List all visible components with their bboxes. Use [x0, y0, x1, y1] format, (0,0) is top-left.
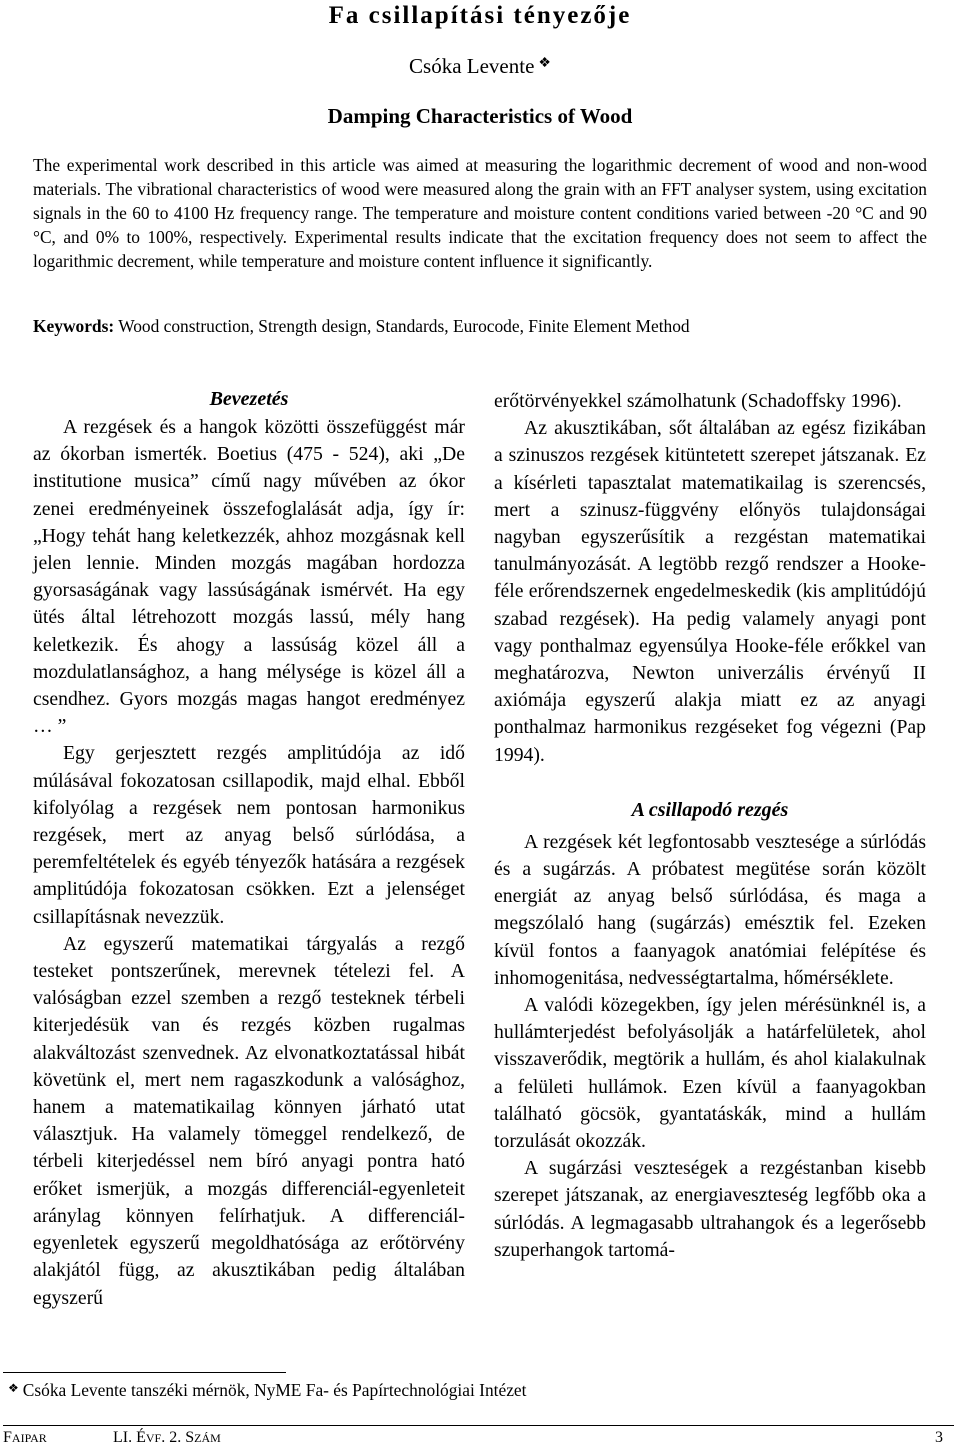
paragraph: A rezgések és a hangok közötti összefüggést már az ókorban ismerték. Boetius (475 - 524), aki „De institutione musica” című nagy művében az ókor zenei eredményeinek összefoglalását adja, így ír: „Hogy tehát hang keletkezzék, ahhoz mozgásnak kell jelen lennie. Minden mozgás magában hordozza gyorsaságának vagy lassúságának ismérvét. Ha egy ütés által létrehozott mozgás lassú, mély hang keletkezik. És ahogy a lassúság közel áll a mozdulatlansághoz, a hang mélysége is közel áll a csendhez. Gyors mozgás magas hangot eredményez … ”: [33, 416, 465, 738]
author-name: Csóka Levente: [409, 54, 535, 78]
keywords-text: Wood construction, Strength design, Standards, Eurocode, Finite Element Method: [114, 316, 690, 336]
english-title: Damping Characteristics of Wood: [327, 104, 633, 128]
footnote-text: Csóka Levente tanszéki mérnök, NyME Fa- és Papírtechnológiai Intézet: [22, 1380, 527, 1400]
keywords-label: Keywords:: [33, 316, 115, 336]
left-column: [33, 384, 465, 1312]
footnote: [8, 1377, 526, 1401]
page-footer: [3, 1429, 943, 1447]
paragraph: A rezgések két legfontosabb vesztesége a súrlódás és a sugárzás. A próbatest megütése során közölt energiát az anyag belső súrlódása, és maga a megszólaló hang (sugárzás) emésztik fel. Ezeken kívül fontos a faanyagok anatómiai felépítése és inhomogenitása, nedvességtartalma, hőmérséklete.: [494, 830, 926, 989]
paragraph: A valódi közegekben, így jelen mérésünknél is, a hullámterjedést befolyásolják a határfelületek, ahol visszaverődik, megtörik a hullám, és ahol kialakulnak a felületi hullámok. Ezen kívül a faanyagokban található göcsök, gyantatáskák, mind a hullám torzulását okozzák.: [494, 994, 926, 1153]
paragraph: A sugárzási veszteségek a rezgéstanban kisebb szerepet játszanak, az energiaveszteség legfőbb oka a súrlódás. A legmagasabb ultrahangok és a legerősebb szuperhangok tartomá-: [494, 1157, 926, 1261]
paragraph: Az akusztikában, sőt általában az egész fizikában a szinuszos rezgések kitüntetett szerepet játszanak. Ez a kísérleti tapasztalat matematikailag is szerencsés, mert a szinusz-függvény előnyös tulajdonságai nagyban egyszerűsítik a rezgéstan matematikai tanulmányozását. A legtöbb rezgő rendszer a Hooke-féle erőrendszernek engedelmeskedik (kis amplitúdójú szabad rezgések). Ha pedig valamely anyagi pont vagy ponthalmaz egyensúlya Hooke-féle erőkkel van meghatározva, Newton univerzális érvényű II axiómája egyszerű alakja miatt ez az anyagi ponthalmaz harmonikus rezgéseket fog végezni (Pap 1994).: [494, 417, 926, 766]
keywords: [33, 314, 927, 338]
section-heading-damping: A csillapodó rezgés: [631, 798, 789, 821]
volume-info: LI. ÉVF. 2. SZÁM: [113, 1429, 221, 1446]
paragraph-continuation: erőtörvényekkel számolhatunk (Schadoffsky 1996).: [494, 390, 902, 412]
footnote-marker-icon: ❖: [538, 56, 551, 71]
journal-name: FAIPAR: [3, 1429, 47, 1446]
author-line: [0, 54, 960, 79]
paragraph: Az egyszerű matematikai tárgyalás a rezgő testeket pontszerűnek, merevnek tételezi fel. A valóságban ezzel szemben a rezgő testeknek térbeli kiterjedésük van és rezgés közben rugalmas alakváltozást szenvednek. Az elvonatkoztatással hibát követünk el, mert nem ragaszkodunk a valósághoz, hanem a matematikailag könnyen járható utat választjuk. Ha valamely tömeggel rendelkező, de térbeli kiterjedéssel nem bíró anyagi pontra ható erőket ismerjük, a mozgás differenciál-egyenleteit aránylag könnyen felírhatjuk. A differenciál-egyenletek egyszerű megoldhatósága az erőtörvény alakjától függ, az akusztikában pedig általában egyszerű: [33, 932, 465, 1309]
page-number: 3: [935, 1429, 943, 1446]
footer-divider: [3, 1425, 954, 1426]
footnote-divider: [3, 1372, 286, 1373]
right-column: [494, 388, 926, 1264]
footnote-marker-icon: ❖: [8, 1381, 19, 1395]
article-title: Fa csillapítási tényezője: [328, 2, 632, 29]
abstract: The experimental work described in this article was aimed at measuring the logarithmic decrement of wood and non-wood materials. The vibrational characteristics of wood were measured along the grain with an FFT analyser system, using excitation signals in the 60 to 4100 Hz frequency range. The temperature and moisture content conditions varied between -20 °C and 90 °C, and 0% to 100%, respectively. Experimental results indicate that the excitation frequency does not seem to affect the logarithmic decrement, while temperature and moisture content influence it significantly.: [33, 155, 927, 271]
section-heading-intro: Bevezetés: [209, 388, 289, 410]
paragraph: Egy gerjesztett rezgés amplitúdója az idő múlásával fokozatosan csillapodik, majd elhal. Ebből kifolyólag a rezgések nem pontosan harmonikus rezgések, mert az anyag belső súrlódása, a peremfeltételek és egyéb tényezők hatására a rezgések amplitúdója fokozatosan csökken. Ezt a jelenséget csillapításnak nevezzük.: [33, 742, 465, 928]
